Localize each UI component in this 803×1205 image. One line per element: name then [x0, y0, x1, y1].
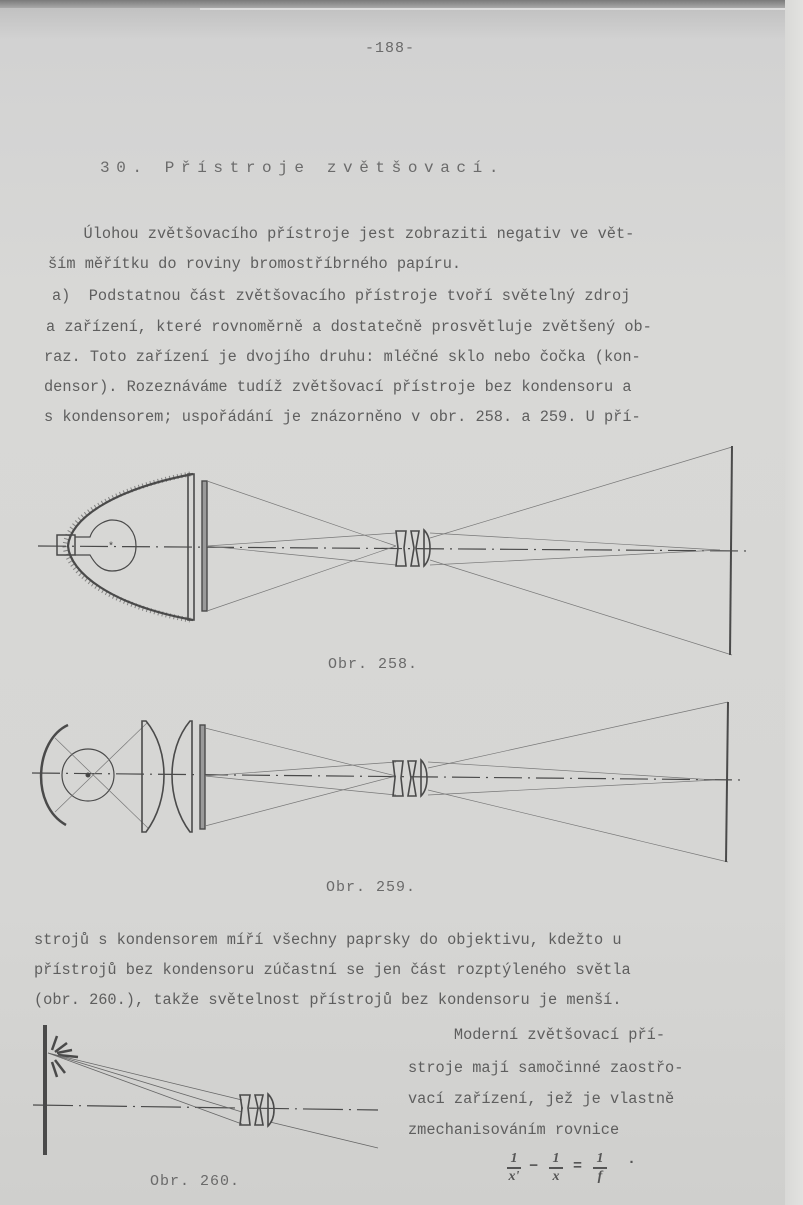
paragraph-line: a zařízení, které rovnoměrně a dostatečně prosvětluje zvětšený ob-: [46, 318, 652, 336]
equals-operator: =: [573, 1158, 583, 1175]
svg-text:*: *: [108, 542, 115, 553]
fraction-1-over-f: 1 f: [593, 1152, 607, 1184]
figure-259-diagram: [25, 695, 765, 870]
minus-operator: −: [529, 1158, 539, 1175]
fraction-1-over-x-prime: 1 x': [508, 1151, 520, 1184]
figure-259-caption: Obr. 259.: [326, 879, 417, 896]
paragraph-line: Moderní zvětšovací pří-: [408, 1026, 666, 1044]
scan-edge-highlight: [200, 8, 803, 10]
paragraph-line: raz. Toto zařízení je dvojího druhu: mléčné sklo nebo čočka (kon-: [44, 348, 641, 366]
paragraph-line: (obr. 260.), takže světelnost přístrojů bez kondensoru je menší.: [34, 991, 622, 1009]
scan-top-edge: [0, 0, 803, 8]
paragraph-line: přístrojů bez kondensoru zúčastní se jen část rozptýleného světla: [34, 961, 631, 979]
paragraph-line: vací zařízení, jež je vlastně: [408, 1090, 675, 1108]
figure-258-diagram: [30, 440, 770, 660]
paragraph-line: zmechanisováním rovnice: [408, 1121, 620, 1139]
section-heading: 30. Přístroje zvětšovací.: [100, 159, 506, 177]
paragraph-line: stroje mají samočinné zaostřo-: [408, 1059, 684, 1077]
paragraph-line: ším měřítku do roviny bromostříbrného papíru.: [48, 255, 462, 273]
page-number: -188-: [365, 40, 416, 57]
paragraph-line: s kondensorem; uspořádání je znázorněno v obr. 258. a 259. U pří-: [44, 408, 641, 426]
lens-equation: [505, 1148, 655, 1190]
paragraph-line: densor). Rozeznáváme tudíž zvětšovací přístroje bez kondensoru a: [44, 378, 632, 396]
paragraph-line: a) Podstatnou část zvětšovacího přístroje tvoří světelný zdroj: [52, 287, 631, 305]
paragraph-line: strojů s kondensorem míří všechny paprsky do objektivu, kdežto u: [34, 931, 622, 949]
paragraph-line: Úlohou zvětšovacího přístroje jest zobraziti negativ ve vět-: [56, 225, 635, 243]
figure-258-caption: Obr. 258.: [328, 656, 419, 673]
trailing-dot: ·: [627, 1154, 637, 1171]
figure-260-caption: Obr. 260.: [150, 1173, 241, 1190]
figure-260-diagram: [25, 1020, 395, 1170]
scan-right-edge: [785, 0, 803, 1205]
fraction-1-over-x: 1 x: [549, 1152, 563, 1184]
